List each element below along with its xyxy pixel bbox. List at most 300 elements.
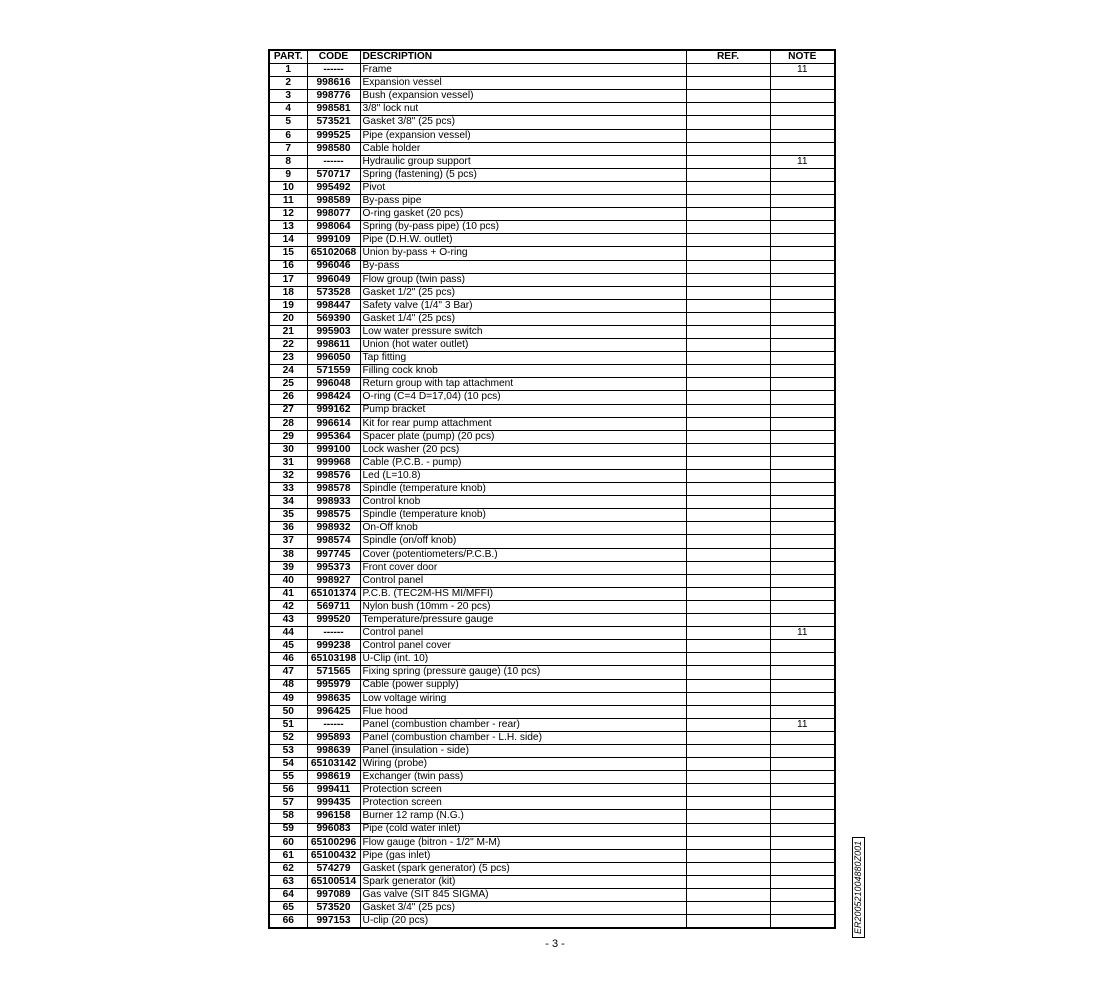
cell-note xyxy=(770,614,835,627)
cell-ref xyxy=(686,260,770,273)
cell-ref xyxy=(686,875,770,888)
cell-ref xyxy=(686,208,770,221)
cell-note xyxy=(770,378,835,391)
header-part: PART. xyxy=(269,50,307,64)
cell-part: 19 xyxy=(269,299,307,312)
cell-part: 9 xyxy=(269,168,307,181)
cell-note xyxy=(770,325,835,338)
cell-note xyxy=(770,731,835,744)
cell-description: Pipe (D.H.W. outlet) xyxy=(360,234,686,247)
cell-code: 998635 xyxy=(307,692,360,705)
cell-ref xyxy=(686,195,770,208)
cell-part: 41 xyxy=(269,587,307,600)
cell-part: 60 xyxy=(269,836,307,849)
cell-ref xyxy=(686,666,770,679)
cell-code: 995492 xyxy=(307,181,360,194)
cell-note xyxy=(770,744,835,757)
cell-part: 25 xyxy=(269,378,307,391)
cell-part: 27 xyxy=(269,404,307,417)
header-code: CODE xyxy=(307,50,360,64)
cell-note xyxy=(770,587,835,600)
cell-description: Spring (fastening) (5 pcs) xyxy=(360,168,686,181)
cell-note xyxy=(770,430,835,443)
cell-description: Spindle (on/off knob) xyxy=(360,535,686,548)
cell-code: 65102068 xyxy=(307,247,360,260)
cell-note xyxy=(770,836,835,849)
table-row xyxy=(269,90,835,103)
cell-note xyxy=(770,875,835,888)
cell-code: ------ xyxy=(307,718,360,731)
cell-code: 573528 xyxy=(307,286,360,299)
cell-code: 999238 xyxy=(307,640,360,653)
table-row xyxy=(269,666,835,679)
table-body xyxy=(269,64,835,929)
cell-part: 16 xyxy=(269,260,307,273)
cell-part: 12 xyxy=(269,208,307,221)
header-ref: REF. xyxy=(686,50,770,64)
cell-description: Fixing spring (pressure gauge) (10 pcs) xyxy=(360,666,686,679)
cell-note xyxy=(770,352,835,365)
cell-part: 38 xyxy=(269,548,307,561)
cell-note xyxy=(770,116,835,129)
cell-ref xyxy=(686,116,770,129)
cell-ref xyxy=(686,273,770,286)
table-row xyxy=(269,600,835,613)
cell-description: Cable (power supply) xyxy=(360,679,686,692)
cell-code: 998639 xyxy=(307,744,360,757)
table-row xyxy=(269,535,835,548)
cell-part: 46 xyxy=(269,653,307,666)
cell-ref xyxy=(686,456,770,469)
cell-description: U-Clip (int. 10) xyxy=(360,653,686,666)
table-row xyxy=(269,456,835,469)
cell-part: 3 xyxy=(269,90,307,103)
cell-note xyxy=(770,653,835,666)
table-row xyxy=(269,64,835,77)
cell-part: 14 xyxy=(269,234,307,247)
cell-code: 573520 xyxy=(307,902,360,915)
cell-code: 998064 xyxy=(307,221,360,234)
table-row xyxy=(269,640,835,653)
cell-ref xyxy=(686,535,770,548)
cell-code: 998447 xyxy=(307,299,360,312)
cell-code: 65101374 xyxy=(307,587,360,600)
cell-description: Gasket (spark generator) (5 pcs) xyxy=(360,862,686,875)
cell-note xyxy=(770,483,835,496)
cell-note xyxy=(770,195,835,208)
cell-description: Pipe (cold water inlet) xyxy=(360,823,686,836)
table-row xyxy=(269,142,835,155)
cell-note xyxy=(770,810,835,823)
cell-ref xyxy=(686,247,770,260)
cell-part: 58 xyxy=(269,810,307,823)
table-row xyxy=(269,823,835,836)
cell-note xyxy=(770,548,835,561)
cell-description: Control panel xyxy=(360,574,686,587)
table-row xyxy=(269,889,835,902)
cell-ref xyxy=(686,784,770,797)
cell-description: 3/8" lock nut xyxy=(360,103,686,116)
cell-part: 20 xyxy=(269,312,307,325)
cell-ref xyxy=(686,849,770,862)
cell-description: U-clip (20 pcs) xyxy=(360,915,686,929)
cell-part: 35 xyxy=(269,509,307,522)
cell-part: 37 xyxy=(269,535,307,548)
cell-ref xyxy=(686,496,770,509)
cell-description: Wiring (probe) xyxy=(360,758,686,771)
cell-note xyxy=(770,404,835,417)
cell-ref xyxy=(686,339,770,352)
table-row xyxy=(269,784,835,797)
cell-code: 571565 xyxy=(307,666,360,679)
cell-ref xyxy=(686,378,770,391)
table-row xyxy=(269,509,835,522)
cell-part: 59 xyxy=(269,823,307,836)
cell-code: 998580 xyxy=(307,142,360,155)
cell-code: 998576 xyxy=(307,470,360,483)
cell-code: 995903 xyxy=(307,325,360,338)
cell-ref xyxy=(686,902,770,915)
table-row xyxy=(269,496,835,509)
cell-part: 49 xyxy=(269,692,307,705)
cell-description: Gasket 1/2" (25 pcs) xyxy=(360,286,686,299)
cell-note xyxy=(770,208,835,221)
cell-part: 36 xyxy=(269,522,307,535)
table-row xyxy=(269,443,835,456)
cell-code: 998611 xyxy=(307,339,360,352)
cell-part: 48 xyxy=(269,679,307,692)
cell-note: 11 xyxy=(770,627,835,640)
table-row xyxy=(269,103,835,116)
table-row xyxy=(269,352,835,365)
cell-ref xyxy=(686,352,770,365)
cell-description: Control knob xyxy=(360,496,686,509)
cell-ref xyxy=(686,692,770,705)
table-row xyxy=(269,234,835,247)
cell-ref xyxy=(686,221,770,234)
table-row xyxy=(269,705,835,718)
cell-part: 32 xyxy=(269,470,307,483)
cell-code: 998619 xyxy=(307,771,360,784)
cell-description: Union (hot water outlet) xyxy=(360,339,686,352)
cell-description: Kit for rear pump attachment xyxy=(360,417,686,430)
cell-part: 26 xyxy=(269,391,307,404)
cell-code: 999162 xyxy=(307,404,360,417)
cell-note xyxy=(770,535,835,548)
cell-code: 996050 xyxy=(307,352,360,365)
cell-ref xyxy=(686,509,770,522)
cell-description: Control panel xyxy=(360,627,686,640)
cell-code: 996049 xyxy=(307,273,360,286)
cell-ref xyxy=(686,574,770,587)
cell-note xyxy=(770,142,835,155)
cell-part: 52 xyxy=(269,731,307,744)
cell-description: Spark generator (kit) xyxy=(360,875,686,888)
table-row xyxy=(269,325,835,338)
cell-description: Front cover door xyxy=(360,561,686,574)
cell-ref xyxy=(686,77,770,90)
cell-description: Flow gauge (bitron - 1/2" M-M) xyxy=(360,836,686,849)
cell-code: 997745 xyxy=(307,548,360,561)
cell-description: Protection screen xyxy=(360,784,686,797)
table-row xyxy=(269,260,835,273)
cell-code: 999109 xyxy=(307,234,360,247)
cell-ref xyxy=(686,417,770,430)
table-row xyxy=(269,312,835,325)
cell-ref xyxy=(686,836,770,849)
cell-code: 999435 xyxy=(307,797,360,810)
cell-ref xyxy=(686,705,770,718)
cell-ref xyxy=(686,404,770,417)
table-row xyxy=(269,692,835,705)
cell-note xyxy=(770,129,835,142)
cell-note xyxy=(770,365,835,378)
cell-ref xyxy=(686,325,770,338)
cell-ref xyxy=(686,365,770,378)
cell-note xyxy=(770,758,835,771)
cell-part: 64 xyxy=(269,889,307,902)
cell-code: 571559 xyxy=(307,365,360,378)
cell-code: 996048 xyxy=(307,378,360,391)
cell-description: Panel (insulation - side) xyxy=(360,744,686,757)
table-row xyxy=(269,299,835,312)
table-header xyxy=(269,50,835,64)
cell-part: 17 xyxy=(269,273,307,286)
cell-part: 28 xyxy=(269,417,307,430)
cell-code: 65100296 xyxy=(307,836,360,849)
cell-ref xyxy=(686,299,770,312)
cell-code: 996046 xyxy=(307,260,360,273)
cell-ref xyxy=(686,286,770,299)
cell-ref xyxy=(686,142,770,155)
table-row xyxy=(269,116,835,129)
cell-code: 995893 xyxy=(307,731,360,744)
table-row xyxy=(269,718,835,731)
cell-note xyxy=(770,456,835,469)
cell-note xyxy=(770,574,835,587)
cell-ref xyxy=(686,391,770,404)
cell-note xyxy=(770,561,835,574)
cell-note xyxy=(770,496,835,509)
cell-ref xyxy=(686,522,770,535)
table-row xyxy=(269,679,835,692)
cell-description: Control panel cover xyxy=(360,640,686,653)
cell-part: 21 xyxy=(269,325,307,338)
cell-description: Union by-pass + O-ring xyxy=(360,247,686,260)
cell-part: 53 xyxy=(269,744,307,757)
cell-ref xyxy=(686,155,770,168)
cell-description: Panel (combustion chamber - rear) xyxy=(360,718,686,731)
cell-description: On-Off knob xyxy=(360,522,686,535)
cell-part: 5 xyxy=(269,116,307,129)
cell-code: 999968 xyxy=(307,456,360,469)
table-row xyxy=(269,627,835,640)
cell-note xyxy=(770,600,835,613)
cell-part: 34 xyxy=(269,496,307,509)
cell-note xyxy=(770,522,835,535)
cell-note xyxy=(770,286,835,299)
cell-description: Protection screen xyxy=(360,797,686,810)
cell-code: 999525 xyxy=(307,129,360,142)
cell-part: 42 xyxy=(269,600,307,613)
cell-ref xyxy=(686,797,770,810)
table-row xyxy=(269,522,835,535)
cell-code: 998077 xyxy=(307,208,360,221)
cell-code: 65100432 xyxy=(307,849,360,862)
cell-description: Panel (combustion chamber - L.H. side) xyxy=(360,731,686,744)
cell-code: 996158 xyxy=(307,810,360,823)
table-row xyxy=(269,195,835,208)
cell-description: Low voltage wiring xyxy=(360,692,686,705)
cell-code: 999100 xyxy=(307,443,360,456)
cell-description: O-ring gasket (20 pcs) xyxy=(360,208,686,221)
cell-ref xyxy=(686,862,770,875)
table-row xyxy=(269,208,835,221)
cell-description: Exchanger (twin pass) xyxy=(360,771,686,784)
cell-part: 29 xyxy=(269,430,307,443)
cell-code: ------ xyxy=(307,627,360,640)
table-row xyxy=(269,339,835,352)
cell-ref xyxy=(686,889,770,902)
cell-note xyxy=(770,247,835,260)
cell-part: 39 xyxy=(269,561,307,574)
cell-part: 57 xyxy=(269,797,307,810)
cell-ref xyxy=(686,653,770,666)
cell-code: 574279 xyxy=(307,862,360,875)
cell-note xyxy=(770,640,835,653)
cell-ref xyxy=(686,731,770,744)
cell-part: 44 xyxy=(269,627,307,640)
cell-note xyxy=(770,849,835,862)
cell-ref xyxy=(686,483,770,496)
table-row xyxy=(269,574,835,587)
cell-description: Gasket 3/4" (25 pcs) xyxy=(360,902,686,915)
cell-code: 997089 xyxy=(307,889,360,902)
cell-description: Filling cock knob xyxy=(360,365,686,378)
cell-code: 996425 xyxy=(307,705,360,718)
cell-description: By-pass pipe xyxy=(360,195,686,208)
cell-ref xyxy=(686,600,770,613)
cell-ref xyxy=(686,640,770,653)
cell-part: 24 xyxy=(269,365,307,378)
table-row xyxy=(269,758,835,771)
cell-description: O-ring (C=4 D=17,04) (10 pcs) xyxy=(360,391,686,404)
cell-ref xyxy=(686,771,770,784)
cell-note xyxy=(770,862,835,875)
cell-description: Pipe (expansion vessel) xyxy=(360,129,686,142)
table-row xyxy=(269,875,835,888)
cell-code: 996614 xyxy=(307,417,360,430)
cell-ref xyxy=(686,234,770,247)
cell-code: 995364 xyxy=(307,430,360,443)
cell-note xyxy=(770,103,835,116)
table-row xyxy=(269,391,835,404)
cell-description: Cover (potentiometers/P.C.B.) xyxy=(360,548,686,561)
cell-code: 569390 xyxy=(307,312,360,325)
cell-ref xyxy=(686,823,770,836)
cell-part: 40 xyxy=(269,574,307,587)
cell-description: Spindle (temperature knob) xyxy=(360,509,686,522)
cell-note xyxy=(770,417,835,430)
cell-note xyxy=(770,273,835,286)
table-row xyxy=(269,181,835,194)
cell-description: Tap fitting xyxy=(360,352,686,365)
cell-ref xyxy=(686,718,770,731)
cell-description: Frame xyxy=(360,64,686,77)
cell-description: Gasket 1/4" (25 pcs) xyxy=(360,312,686,325)
page-number: - 3 - xyxy=(545,938,565,950)
cell-part: 6 xyxy=(269,129,307,142)
cell-part: 13 xyxy=(269,221,307,234)
cell-description: Led (L=10.8) xyxy=(360,470,686,483)
header-description: DESCRIPTION xyxy=(360,50,686,64)
cell-description: Gas valve (SIT 845 SIGMA) xyxy=(360,889,686,902)
cell-note xyxy=(770,260,835,273)
table-row xyxy=(269,155,835,168)
cell-code: 999411 xyxy=(307,784,360,797)
cell-part: 1 xyxy=(269,64,307,77)
table-row xyxy=(269,849,835,862)
cell-part: 23 xyxy=(269,352,307,365)
document-code: ER200521004880Z001 xyxy=(852,837,865,938)
cell-part: 31 xyxy=(269,456,307,469)
header-row xyxy=(269,50,835,64)
cell-ref xyxy=(686,103,770,116)
table-row xyxy=(269,378,835,391)
cell-description: Cable (P.C.B. - pump) xyxy=(360,456,686,469)
cell-description: Flue hood xyxy=(360,705,686,718)
cell-part: 10 xyxy=(269,181,307,194)
cell-description: Gasket 3/8" (25 pcs) xyxy=(360,116,686,129)
cell-ref xyxy=(686,627,770,640)
cell-code: 996083 xyxy=(307,823,360,836)
table-row xyxy=(269,221,835,234)
cell-note xyxy=(770,443,835,456)
cell-description: Flow group (twin pass) xyxy=(360,273,686,286)
cell-note xyxy=(770,391,835,404)
cell-ref xyxy=(686,312,770,325)
cell-description: Pipe (gas inlet) xyxy=(360,849,686,862)
cell-note xyxy=(770,915,835,929)
table-row xyxy=(269,417,835,430)
cell-note xyxy=(770,234,835,247)
cell-part: 55 xyxy=(269,771,307,784)
table-row xyxy=(269,744,835,757)
cell-description: Hydraulic group support xyxy=(360,155,686,168)
cell-part: 7 xyxy=(269,142,307,155)
cell-note xyxy=(770,666,835,679)
cell-part: 43 xyxy=(269,614,307,627)
cell-code: 998933 xyxy=(307,496,360,509)
cell-ref xyxy=(686,915,770,929)
cell-note: 11 xyxy=(770,64,835,77)
cell-ref xyxy=(686,614,770,627)
cell-part: 56 xyxy=(269,784,307,797)
cell-note xyxy=(770,509,835,522)
cell-part: 47 xyxy=(269,666,307,679)
cell-note xyxy=(770,339,835,352)
cell-code: 570717 xyxy=(307,168,360,181)
cell-part: 15 xyxy=(269,247,307,260)
cell-description: Safety valve (1/4" 3 Bar) xyxy=(360,299,686,312)
cell-code: 995979 xyxy=(307,679,360,692)
cell-note xyxy=(770,823,835,836)
cell-ref xyxy=(686,548,770,561)
cell-note xyxy=(770,705,835,718)
cell-description: Nylon bush (10mm - 20 pcs) xyxy=(360,600,686,613)
cell-code: ------ xyxy=(307,64,360,77)
cell-part: 63 xyxy=(269,875,307,888)
